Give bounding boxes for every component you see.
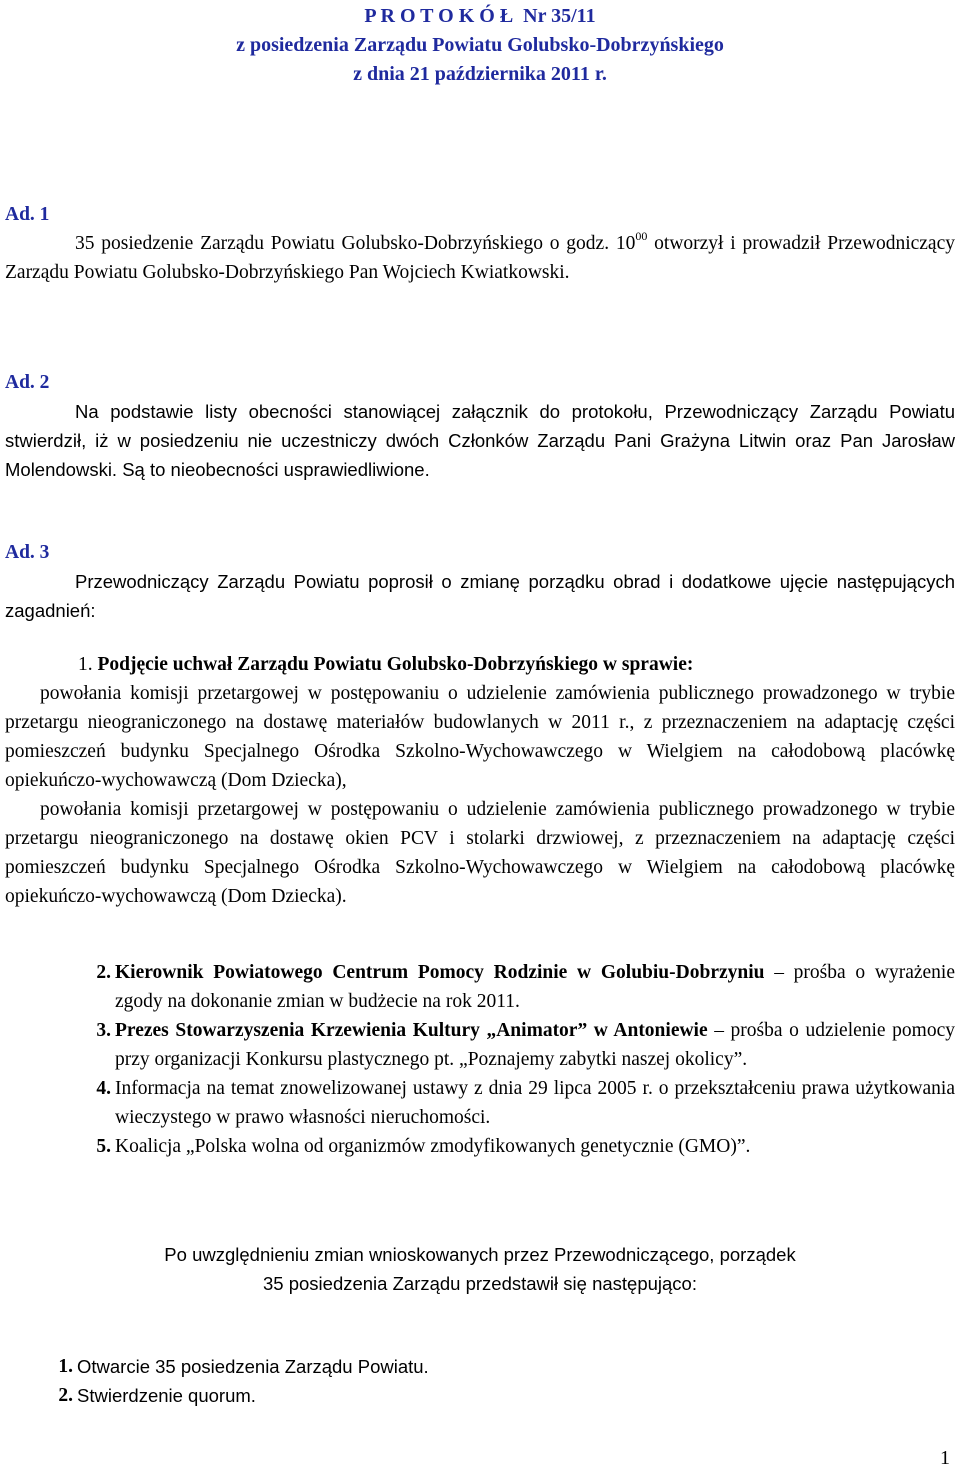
list-item <box>5 1016 955 1074</box>
section-ad2 <box>5 368 955 484</box>
list-item <box>5 1074 955 1132</box>
document-header <box>5 2 955 89</box>
item-number: 1. <box>78 654 93 675</box>
protocol-subtitle: z posiedzenia Zarządu Powiatu Golubsko-Dobrzyńskiego <box>236 34 724 56</box>
section-label: Ad. 3 <box>5 542 50 563</box>
ad1-text-b: otworzył i prowadził Przewodniczący Zarządu Powiatu Golubsko-Dobrzyńskiego Pan Wojciech Kwiatkowski. <box>5 233 955 283</box>
item-rest-text: Informacja na temat znowelizowanej ustawy z dnia 29 lipca 2005 r. o przekształceniu prawa użytkowania wieczystego w prawo własności nieruchomości. <box>115 1078 955 1128</box>
item-paragraph: powołania komisji przetargowej w postępowaniu o udzielenie zamówienia publicznego prowadzonego w trybie przetargu nieograniczonego na dostawę okien PCV i stolarki drzwiowej, z przeznaczeniem na adaptację części pomieszczeń budynku Specjalnego Ośrodka Szkolno-Wychowawczego w Wielgiem na całodobową placówkę opiekuńczo-wychowawczą (Dom Dziecka). <box>5 799 955 907</box>
ad1-time-minutes: 00 <box>635 228 648 243</box>
section-ad3 <box>5 538 955 625</box>
item-bold-text: Kierownik Powiatowego Centrum Pomocy Rodzinie w Golubiu-Dobrzyniu <box>115 962 765 983</box>
protocol-title: P R O T O K Ó Ł Nr 35/11 <box>364 5 596 27</box>
item-paragraph: powołania komisji przetargowej w postępowaniu o udzielenie zamówienia publicznego prowadzonego w trybie przetargu nieograniczonego na dostawę materiałów budowlanych w 2011 r., z przeznaczeniem na adaptację części pomieszczeń budynku Specjalnego Ośrodka Szkolno-Wychowawczego w Wielgiem na całodobową placówkę opiekuńczo-wychowawczą (Dom Dziecka), <box>5 683 955 791</box>
ad1-text-a: 35 posiedzenie Zarządu Powiatu Golubsko-Dobrzyńskiego o godz. 10 <box>75 233 636 254</box>
item-heading <box>5 650 955 679</box>
item-bold-text: Prezes Stowarzyszenia Krzewienia Kultury „Animator” w Antoniewie <box>115 1020 708 1041</box>
item-text <box>115 1016 955 1074</box>
list-item <box>5 958 955 1016</box>
page-number: 1 <box>940 1447 950 1469</box>
section-label: Ad. 1 <box>5 204 50 225</box>
section-ad1 <box>5 200 955 287</box>
item-number: 3. <box>96 1020 111 1041</box>
protocol-date: z dnia 21 października 2011 r. <box>353 63 607 85</box>
item-title: Podjęcie uchwał Zarządu Powiatu Golubsko-Dobrzyńskiego w sprawie: <box>97 654 694 675</box>
section-text: Przewodniczący Zarządu Powiatu poprosił o zmianę porządku obrad i dodatkowe ujęcie następujących zagadnień: <box>5 571 955 621</box>
list-item <box>5 1132 955 1161</box>
item-number: 5. <box>96 1136 111 1157</box>
final-agenda-list <box>5 1352 955 1410</box>
item-number: 2. <box>58 1385 73 1406</box>
item-number: 4. <box>96 1078 111 1099</box>
section-label: Ad. 2 <box>5 372 50 393</box>
list-item <box>5 1381 955 1410</box>
agenda-item-1 <box>5 650 955 911</box>
list-item <box>5 1352 955 1381</box>
item-rest-text: – prośba o udzielenie pomocy przy organizacji Konkursu plastycznego pt. „Poznajemy zabytki naszej okolicy”. <box>115 1020 956 1070</box>
summary-line: 35 posiedzenia Zarządu przedstawił się następująco: <box>263 1273 697 1294</box>
item-text: Otwarcie 35 posiedzenia Zarządu Powiatu. <box>77 1356 429 1377</box>
item-text <box>115 1132 955 1161</box>
item-number: 2. <box>96 962 111 983</box>
item-number: 1. <box>58 1356 73 1377</box>
document-page <box>5 0 955 1477</box>
item-text: Stwierdzenie quorum. <box>77 1385 256 1406</box>
item-rest-text: Koalicja „Polska wolna od organizmów zmodyfikowanych genetycznie (GMO)”. <box>115 1136 751 1157</box>
agenda-summary <box>5 1240 955 1298</box>
item-text <box>115 958 955 1016</box>
section-text: Na podstawie listy obecności stanowiącej załącznik do protokołu, Przewodniczący Zarządu Powiatu stwierdził, iż w posiedzeniu nie uczestniczy dwóch Członków Zarządu Pani Grażyna Litwin oraz Pan Jarosław Molendowski. Są to nieobecności usprawiedliwione. <box>5 401 955 480</box>
item-text <box>115 1074 955 1132</box>
agenda-items-list <box>5 958 955 1161</box>
summary-line: Po uwzględnieniu zmian wnioskowanych przez Przewodniczącego, porządek <box>164 1244 796 1265</box>
item-rest-text: – prośba o wyrażenie zgody na dokonanie zmian w budżecie na rok 2011. <box>115 962 955 1012</box>
section-text <box>5 229 955 287</box>
